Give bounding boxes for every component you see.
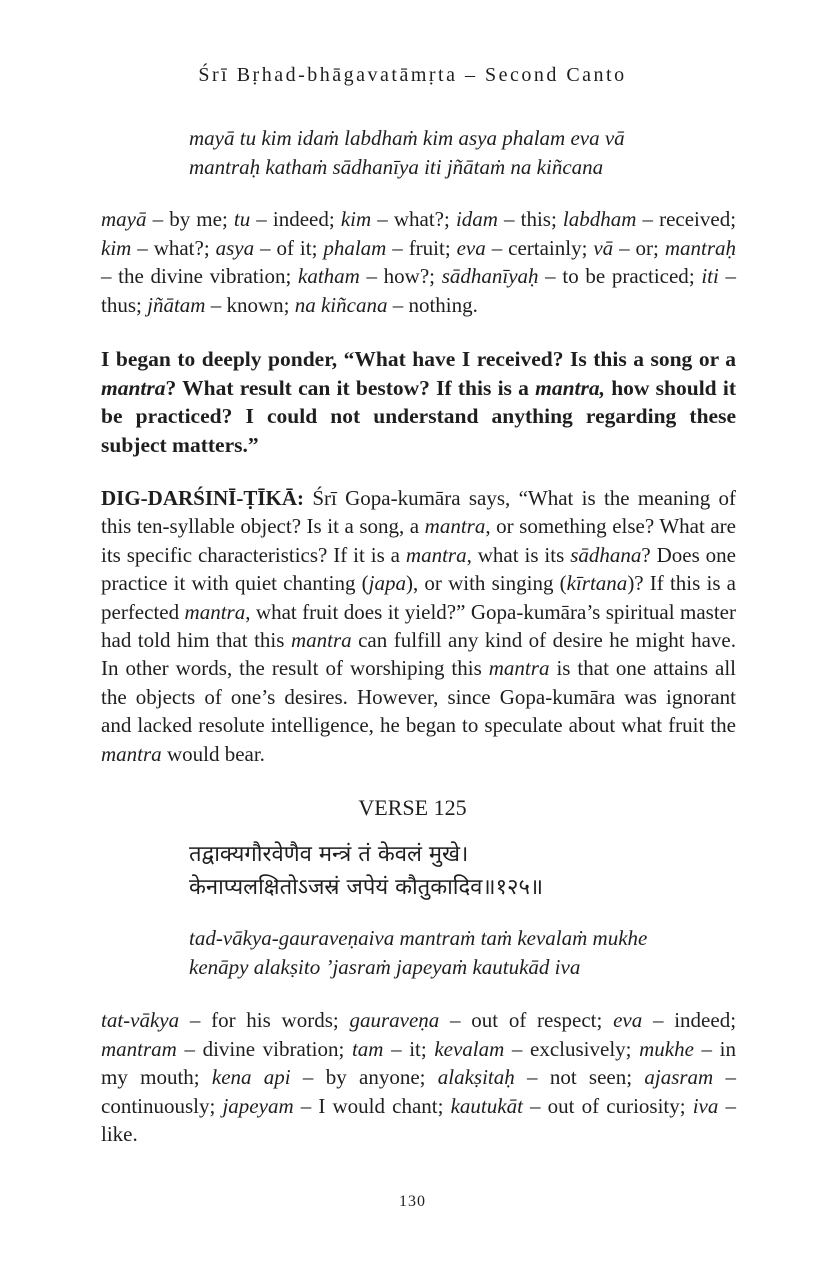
translation-italic: mantra <box>101 375 166 400</box>
commentary-italic: mantra <box>405 542 467 567</box>
synonym-entry: kim – what?; <box>101 235 216 260</box>
synonym-word: eva <box>613 1008 643 1032</box>
commentary-text: , or something else? What are its specific characteristics? If it is a <box>101 514 736 567</box>
synonym-word: tam <box>351 1036 384 1061</box>
synonym-entry: phalam – fruit; <box>323 235 457 260</box>
synonym-meaning: to be practiced <box>562 264 689 288</box>
translation-text: how should it be practiced? I could not understand anything regarding these subject matters.” <box>101 375 736 457</box>
synonym-word: kim <box>101 235 132 260</box>
synonym-meaning: exclusively <box>530 1036 626 1061</box>
synonym-entry: kautukāt – out of curiosity; <box>450 1093 693 1118</box>
synonym-word: tat-vākya <box>101 1008 180 1032</box>
synonym-meaning: thus <box>101 292 137 317</box>
synonym-meaning: not seen <box>549 1065 627 1089</box>
synonym-word: eva <box>456 235 486 260</box>
synonym-entry: mayā – by me; <box>101 207 234 231</box>
synonym-word: labdham <box>562 207 637 231</box>
synonym-word: iti <box>701 264 719 288</box>
verse-line: mantraḥ kathaṁ sādhanīya iti jñātaṁ na kiñcana <box>189 155 604 179</box>
synonym-word: tu <box>233 207 251 231</box>
translation-italic: mantra, <box>535 375 605 400</box>
synonym-word: kautukāt <box>450 1093 523 1118</box>
synonym-word: iva <box>692 1093 719 1118</box>
synonym-word: katham <box>298 264 360 288</box>
synonym-entry: katham – how?; <box>298 264 442 288</box>
commentary-italic: mantra <box>290 628 352 653</box>
verse-heading: VERSE 125 <box>358 795 467 820</box>
synonym-word: vā <box>593 235 614 260</box>
commentary-text: would bear. <box>161 741 265 766</box>
commentary-text: Śrī Gopa-kumāra says, “What is the meaning of this ten-syllable object? Is it a song, a <box>101 486 736 539</box>
commentary-italic: japa <box>368 571 406 596</box>
synonym-meaning: I would chant <box>318 1093 438 1118</box>
synonym-entry: tat-vākya – for his words; <box>101 1008 350 1032</box>
synonym-word: mantram <box>101 1036 177 1061</box>
synonym-meaning: out of curiosity <box>547 1093 680 1118</box>
synonym-entry: tu – indeed; <box>233 207 341 231</box>
synonym-word: mantraḥ <box>664 235 736 260</box>
synonym-entry: iti – thus; <box>101 264 737 317</box>
synonym-meaning: out of respect <box>471 1008 597 1032</box>
verse-125-transliteration <box>189 924 749 982</box>
commentary-italic: mantra <box>488 656 550 681</box>
synonym-entry: mantraḥ – the divine vibration; <box>101 235 736 288</box>
synonym-meaning: or <box>635 235 654 260</box>
synonym-entry: labdham – received; <box>562 207 737 231</box>
commentary-label: DIG-DARŚINĪ-ṬĪKĀ: <box>101 486 305 510</box>
synonym-meaning: what? <box>153 235 204 260</box>
commentary-italic: mantra <box>101 741 162 766</box>
synonym-entry: eva – certainly; <box>456 235 594 260</box>
synonym-meaning: what? <box>393 207 444 231</box>
synonym-word: asya <box>215 235 255 260</box>
synonym-meaning: nothing <box>408 292 473 317</box>
synonym-word: kim <box>340 207 372 231</box>
synonym-word: kena api <box>211 1065 291 1089</box>
commentary-italic: sādhana <box>570 542 642 567</box>
synonym-meaning: in my mouth <box>101 1036 736 1089</box>
synonym-meaning: this <box>520 207 551 231</box>
synonym-entry: mukhe – in my mouth; <box>101 1036 736 1089</box>
synonym-entry: japeyam – I would chant; <box>222 1093 451 1118</box>
commentary-text: can fulfill any kind of desire he might have. In other words, the result of worshiping this <box>101 628 736 681</box>
synonym-meaning: by anyone <box>325 1065 420 1089</box>
synonym-entry: kena api – by anyone; <box>211 1065 438 1089</box>
commentary-text: , what is its <box>466 542 571 567</box>
synonym-entry: idam – this; <box>455 207 563 231</box>
synonym-word: jñātam <box>147 292 206 317</box>
synonym-meaning: fruit <box>408 235 445 260</box>
page-number: 130 <box>399 1193 426 1210</box>
synonym-meaning: by me <box>169 207 222 231</box>
verse-124-translation <box>101 345 736 459</box>
synonym-word: japeyam <box>222 1093 294 1118</box>
synonym-meaning: of it <box>276 235 312 260</box>
running-header: Śrī Bṛhad-bhāgavatāmṛta – Second Canto <box>198 64 627 86</box>
synonym-entry: sādhanīyaḥ – to be practiced; <box>441 264 702 288</box>
verse-125-devanagari <box>189 838 789 904</box>
synonym-word: alakṣitaḥ <box>437 1065 515 1089</box>
synonym-meaning: how? <box>383 264 430 288</box>
synonym-meaning: divine vibration <box>202 1036 339 1061</box>
synonym-word: sādhanīyaḥ <box>441 264 539 288</box>
synonym-entry: eva – indeed; <box>613 1008 737 1032</box>
synonym-word: mayā <box>101 207 147 231</box>
synonym-meaning: for his words <box>211 1008 333 1032</box>
synonym-meaning: received <box>659 207 731 231</box>
commentary-italic: kīrtana <box>566 571 628 596</box>
commentary-text: ), or with singing ( <box>406 571 567 596</box>
synonym-meaning: continuously <box>101 1093 210 1118</box>
synonym-meaning: certainly <box>508 235 582 260</box>
synonym-entry: vā – or; <box>593 235 665 260</box>
verse-line: mayā tu kim idaṁ labdhaṁ kim asya phalam eva vā <box>189 126 625 150</box>
synonym-meaning: it <box>409 1036 421 1061</box>
verse-line: kenāpy alakṣito ’jasraṁ japeyaṁ kautukād iva <box>189 955 581 979</box>
synonym-meaning: indeed <box>272 207 329 231</box>
synonym-word: phalam <box>323 235 387 260</box>
translation-text: I began to deeply ponder, “What have I received? Is this a song or a <box>101 347 736 371</box>
commentary-text: )? If this is a perfected <box>101 571 737 624</box>
translation-text: ? What result can it bestow? If this is a <box>165 375 536 400</box>
synonym-word: idam <box>455 207 498 231</box>
verse-124-synonyms <box>101 205 736 319</box>
commentary-text: ? Does one practice it with quiet chanting ( <box>101 542 736 596</box>
synonym-entry: ajasram – continuously; <box>101 1065 736 1118</box>
synonym-word: kevalam <box>434 1036 505 1061</box>
synonym-entry: tam – it; <box>351 1036 435 1061</box>
commentary-italic: mantra <box>424 514 486 539</box>
synonym-word: mukhe <box>639 1036 694 1061</box>
synonym-entry: gauraveṇa – out of respect; <box>349 1008 614 1032</box>
synonym-entry: kevalam – exclusively; <box>434 1036 640 1061</box>
devanagari-line: केनाप्यलक्षितोऽजस्रं जपेयं कौतुकादिव॥१२५॥ <box>189 875 544 900</box>
devanagari-line: तद्वाक्यगौरवेणैव मन्त्रं तं केवलं मुखे। <box>189 842 469 867</box>
commentary-text: , what fruit does it yield?” Gopa-kumāra’s spiritual master had told him that this <box>101 599 736 653</box>
synonym-entry: na kiñcana – nothing. <box>294 292 478 317</box>
synonym-word: ajasram <box>644 1065 714 1089</box>
synonym-entry: jñātam – known; <box>147 292 295 317</box>
synonym-entry: mantram – divine vibration; <box>101 1036 352 1061</box>
synonym-entry: iva – like. <box>101 1093 737 1146</box>
synonym-meaning: like <box>101 1122 133 1146</box>
synonym-meaning: known <box>226 292 284 317</box>
synonym-entry: asya – of it; <box>215 235 324 260</box>
synonym-word: gauraveṇa <box>349 1008 440 1032</box>
synonym-meaning: indeed <box>674 1008 731 1032</box>
verse-125-synonyms <box>101 1006 736 1149</box>
verse-124-transliteration <box>189 124 749 182</box>
commentary <box>101 484 736 768</box>
commentary-text: is that one attains all the objects of one’s desires. However, since Gopa-kumāra was ignorant and lacked resolute intelligence, he began to speculate about what fruit the <box>101 656 737 738</box>
synonym-entry: alakṣitaḥ – not seen; <box>437 1065 645 1089</box>
commentary-italic: mantra <box>184 599 246 624</box>
synonym-entry: kim – what?; <box>340 207 456 231</box>
synonym-meaning: the divine vibration <box>118 264 286 288</box>
verse-line: tad-vākya-gauraveṇaiva mantraṁ taṁ kevalaṁ mukhe <box>189 926 648 950</box>
synonym-word: na kiñcana <box>294 292 388 317</box>
